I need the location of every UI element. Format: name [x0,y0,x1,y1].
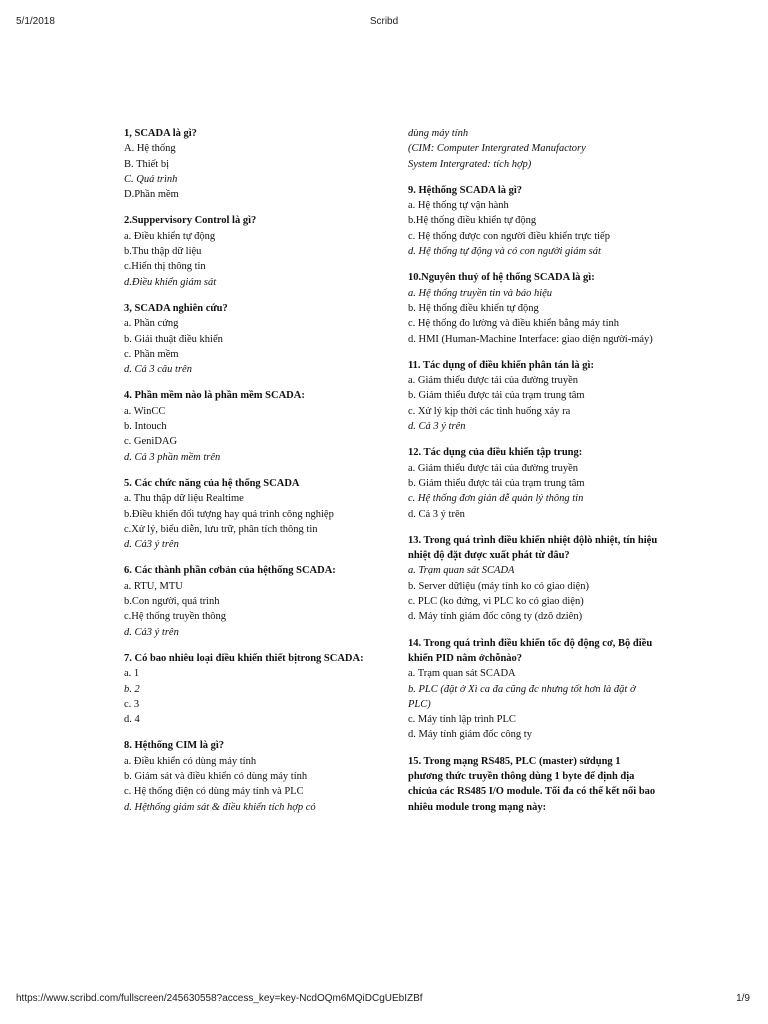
answer-option: d. Máy tính giám đốc công ty [408,729,532,741]
page-title: Scribd [369,16,399,27]
answer-option: b. Giảm thiểu được tải của trạm trung tâm [408,477,585,489]
answer-option: c. GeniDAG [124,436,178,448]
page-number: 1/9 [736,993,750,1004]
answer-option: d.Điều khiển giám sát [124,276,217,288]
answer-option: d. Hệ thống tự động và có con người giám sát [408,246,601,258]
right-column [408,126,658,826]
answer-option: c. Máy tính lập trình PLC [408,714,516,726]
question-block [124,126,374,202]
question-title: 14. Trong quá trình điều khiển tốc độ động cơ, Bộ điều khiển PID nằm ởchỗnào? [408,637,653,664]
question-title: 2.Suppervisory Control là gì? [124,215,257,227]
answer-option: d. Hệthống giám sát & điều khiển tích hợp có [124,801,316,813]
question-title: 4. Phần mềm nào là phần mềm SCADA: [124,390,305,402]
question-8-continuation [408,126,658,172]
answer-option: b. Giải thuật điều khiển [124,333,223,345]
answer-option: d. 4 [124,714,140,726]
answer-option: c. PLC (ko đứng, vì PLC ko có giao diện) [408,596,584,608]
question-block [408,636,658,743]
answer-option: a. RTU, MTU [124,580,183,592]
answer-option: c. Hệ thống được con người điều khiển trực tiếp [408,230,610,242]
question-title: 7. Có bao nhiêu loại điều khiển thiết bịtrong SCADA: [124,652,364,664]
question-title: 10.Nguyên thuỷ of hệ thống SCADA là gì: [408,272,595,284]
answer-option: a. Điều khiển có dùng máy tính [124,755,257,767]
answer-option: b.Điều khiển đối tượng hay quá trình công nghiệp [124,508,334,520]
answer-option: b. Server dữliệu (máy tính ko có giao diện) [408,580,589,592]
answer-continuation-line: (CIM: Computer Intergrated Manufactory [408,143,586,155]
answer-option: d. Cả3 ý trên [124,539,179,551]
answer-option: a. Điều khiển tự động [124,230,216,242]
answer-option: a. Giảm thiểu được tải của đường truyền [408,375,579,387]
answer-option: b. Hệ thống điều khiển tự động [408,302,539,314]
answer-option: a. 1 [124,668,140,680]
answer-option: a. Hệ thống tự vận hành [408,200,509,212]
question-block [124,476,374,552]
answer-option: d. Cả 3 ý trên [408,421,466,433]
answer-option: c. 3 [124,698,140,710]
answer-option: b. Giám sát và điều khiển có dùng máy tính [124,770,308,782]
answer-option: c. Xử lý kịp thời các tình huống xảy ra [408,405,571,417]
question-title: 9. Hệthống SCADA là gì? [408,184,523,196]
answer-option: a. WinCC [124,405,166,417]
answer-option: D.Phần mềm [124,189,179,201]
answer-option: c.Hệ thống truyền thông [124,611,227,623]
right-questions [408,183,658,815]
question-title: 6. Các thành phần cơbản của hệthống SCADA: [124,565,336,577]
answer-option: A. Hệ thống [124,143,176,155]
answer-option: c.Xử lý, biểu diễn, lưu trữ, phân tích thông tin [124,523,318,535]
question-title: 8. Hệthống CIM là gì? [124,740,225,752]
answer-option: d. Cả3 ý trên [124,626,179,638]
answer-option: b. 2 [124,683,140,695]
answer-option: d. Cả 3 phần mềm trên [124,451,221,463]
answer-option: C. Quá trình [124,173,178,185]
answer-option: b.Thu thập dữ liệu [124,246,202,258]
question-title: 13. Trong quá trình điều khiển nhiệt độlò nhiệt, tín hiệu nhiệt độ đặt được xuất phát từ đâu? [408,534,658,562]
answer-option: c. Hệ thống điện có dùng máy tính và PLC [124,786,304,798]
answer-option: c.Hiển thị thông tin [124,261,206,273]
question-block [124,651,374,727]
answer-option: d. HMI (Human-Machine Interface: giao diện người-máy) [408,333,653,345]
answer-option: B. Thiết bị [124,158,170,170]
question-block [408,183,658,259]
answer-continuation-line: System Intergrated: tích hợp) [408,158,532,170]
answer-option: c. Hệ thống đo lường và điều khiển bằng máy tính [408,318,619,330]
answer-option: a. Phần cứng [124,318,179,330]
answer-option: a. Trạm quan sát SCADA [408,668,516,680]
answer-option: d. Máy tính giám đốc công ty (dzô dziên) [408,611,583,623]
question-block [124,213,374,289]
question-title: 3, SCADA nghiên cứu? [124,302,228,314]
left-column [124,126,374,826]
question-title: 12. Tác dụng của điều khiển tập trung: [408,447,583,459]
question-block [124,738,374,814]
question-block [408,533,658,625]
question-block [408,754,658,815]
question-block [408,270,658,346]
answer-option: d. Cả 3 ý trên [408,508,465,520]
print-date: 5/1/2018 [16,16,55,27]
answer-option: a. Giảm thiểu được tải của đường truyền [408,462,579,474]
question-title: 1, SCADA là gì? [124,128,197,139]
question-block [408,445,658,521]
question-block [124,388,374,464]
question-title: 11. Tác dụng of điều khiển phân tán là gì: [408,359,594,371]
answer-option: b.Hệ thống điều khiển tự động [408,215,537,227]
answer-option: c. Hệ thống đơn giản dễ quản lý thông tin [408,493,584,505]
answer-option: b.Con người, quá trình [124,596,220,608]
answer-option: a. Hệ thống truyền tin và báo hiệu [408,287,553,299]
page-url: https://www.scribd.com/fullscreen/245630558?access_key=key-NcdOQm6MQiDCgUEbIZBf [16,993,423,1004]
question-block [124,301,374,377]
question-block [124,563,374,639]
answer-option: b. PLC (đặt ở Xì ca đa cũng đc nhưng tốt hơn là đặt ở PLC) [408,683,636,710]
answer-option: a. Trạm quan sát SCADA [408,565,515,577]
question-block [408,358,658,434]
answer-option: b. Giảm thiểu được tải của trạm trung tâm [408,390,585,402]
answer-continuation-line: dùng máy tính [408,128,469,139]
question-title: 5. Các chức năng của hệ thống SCADA [124,477,300,489]
question-title: 15. Trong mạng RS485, PLC (master) sửdụng 1 phương thức truyền thông dùng 1 byte để định địa chỉcủa các RS485 I/O module. Tối đa có thể kết nối bao nhiêu module trong mạng này: [408,755,656,813]
answer-option: c. Phần mềm [124,348,179,360]
answer-option: d. Cả 3 câu trên [124,364,192,376]
answer-option: b. Intouch [124,421,167,433]
answer-option: a. Thu thập dữ liệu Realtime [124,493,244,505]
